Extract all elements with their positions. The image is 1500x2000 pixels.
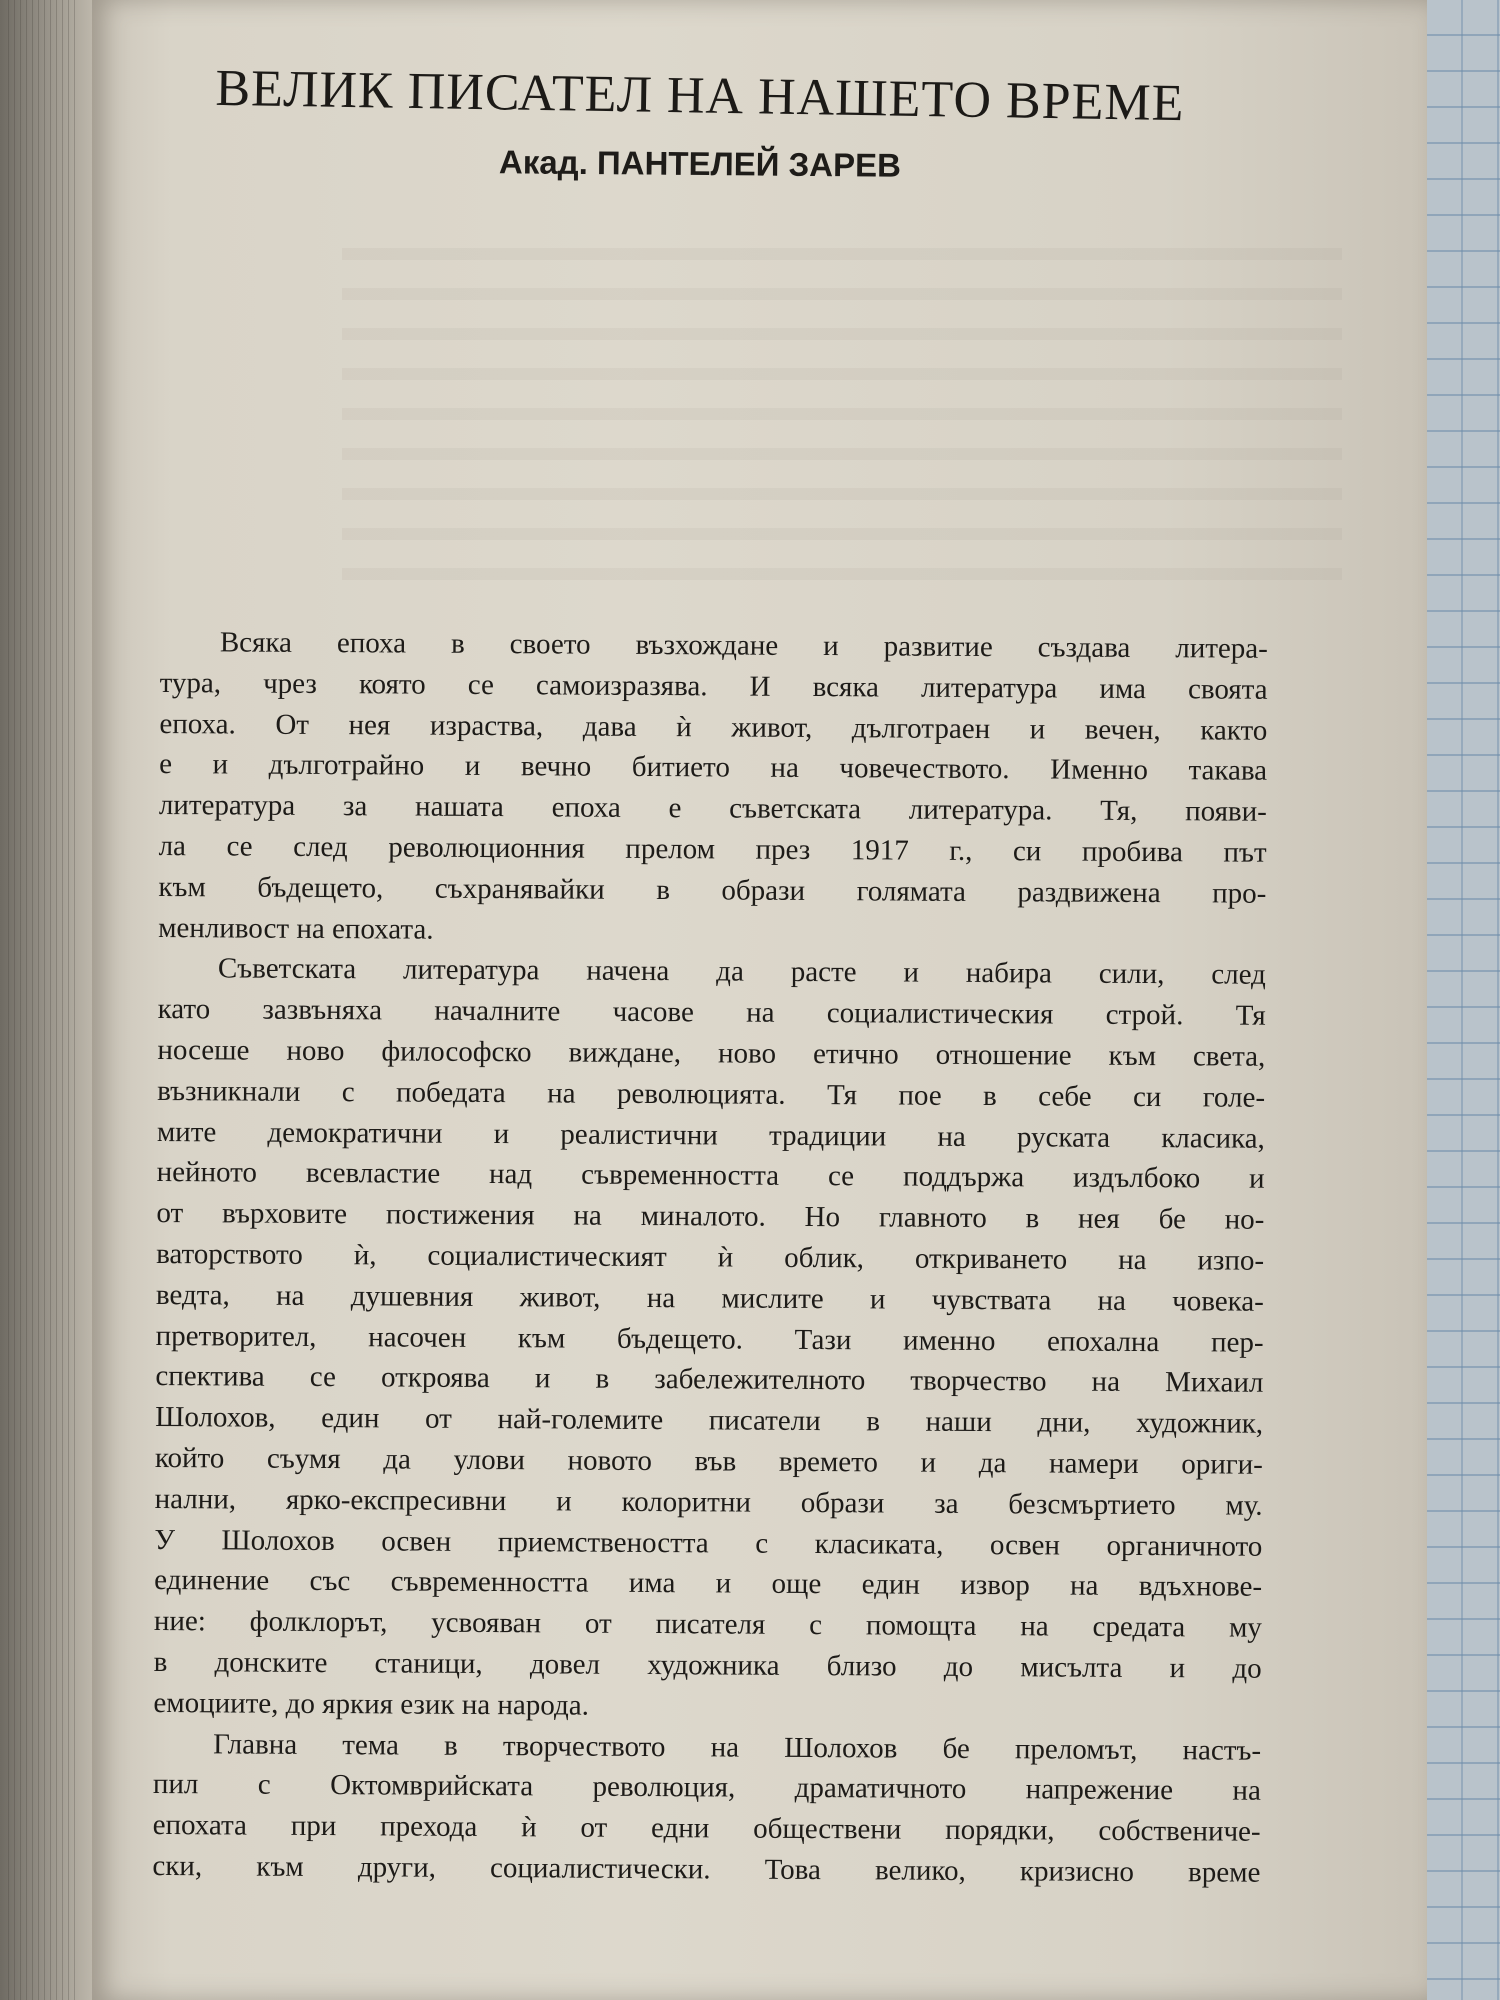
article-body xyxy=(152,622,1268,1893)
text-line: нейното всевластие над съвременността се поддържа издълбоко и xyxy=(156,1156,1265,1196)
text-line: като зазвъняха началните часове на социалистическия строй. Тя xyxy=(157,993,1266,1032)
text-line: носеше ново философско виждане, ново етично отношение към света, xyxy=(157,1033,1266,1073)
text-line: към бъдещето, съхранявайки в образи голямата раздвижена про- xyxy=(158,870,1267,910)
text-line: тура, чрез която се самоизразява. И всяка литература има своята xyxy=(159,666,1268,706)
text-line: мите демократични и реалистични традиции на руската класика, xyxy=(156,1115,1265,1155)
page-edges xyxy=(8,0,78,2000)
text-line: в донските станици, довел художника близо до мисълта и до xyxy=(153,1645,1262,1685)
text-line: нални, ярко-експресивни и колоритни образи за безсмъртието му. xyxy=(154,1482,1263,1522)
text-line: емоциите, до яркия език на народа. xyxy=(153,1686,589,1722)
text-line: спектива се откроява и в забележителното творчество на Михаил xyxy=(155,1360,1264,1400)
text-line: Съветската литература начена да расте и набира сили, след xyxy=(217,952,1266,992)
text-line: Шолохов, един от най-големите писатели в наши дни, художник, xyxy=(155,1401,1264,1440)
text-line: У Шолохов освен приемствеността с класиката, освен органичното xyxy=(154,1523,1263,1563)
text-line: ски, към други, социалистически. Това велико, кризисно време xyxy=(152,1849,1261,1889)
text-line: ведта, на душевния живот, на мислите и чувствата на човека- xyxy=(155,1278,1264,1318)
text-line: претворител, насочен към бъдещето. Тази именно епохална пер- xyxy=(155,1319,1264,1359)
text-line: който съумя да улови новото във времето и да намери ориги- xyxy=(154,1441,1263,1481)
text-line: епоха. От нея израства, дава ѝ живот, дълготраен и вечен, както xyxy=(159,707,1268,747)
text-line: менливост на епохата. xyxy=(158,911,434,946)
text-line: литература за нашата епоха е съветската литература. Тя, появи- xyxy=(158,789,1267,828)
text-line: Главна тема в творчеството на Шолохов бе преломът, настъ- xyxy=(213,1727,1262,1767)
text-line: ваторството ѝ, социалистическият ѝ облик, откриването на изпо- xyxy=(156,1237,1265,1277)
author-line: Акад. ПАНТЕЛЕЙ ЗАРЕВ xyxy=(498,143,902,184)
text-line: от върховите постижения на миналото. Но главното в нея бе но- xyxy=(156,1197,1265,1236)
article-title: ВЕЛИК ПИСАТЕЛ НА НАШЕТО ВРЕМЕ xyxy=(215,59,1185,133)
show-through-text xyxy=(342,220,1342,600)
text-line: единение със съвременността има и още един извор на вдъхнове- xyxy=(154,1564,1263,1604)
text-line: възникнали с победата на революцията. Тя пое в себе си голе- xyxy=(157,1074,1266,1114)
paragraph-3 xyxy=(152,1723,1261,1893)
paragraph-2 xyxy=(153,948,1266,1730)
text-line: Всяка епоха в своето възхождане и развитие създава литера- xyxy=(219,626,1268,665)
paragraph-1 xyxy=(158,622,1268,955)
notebook-paper xyxy=(1427,0,1500,2000)
text-line: ла се след революционния прелом през 1917 г., си пробива път xyxy=(158,829,1267,869)
text-line: пил с Октомврийската революция, драматичното напрежение на xyxy=(152,1768,1261,1808)
book-gutter xyxy=(0,0,92,2000)
text-line: ние: фолклорът, усвояван от писателя с помощта на средата му xyxy=(153,1605,1262,1644)
text-line: е и дълготрайно и вечно битието на човечеството. Именно такава xyxy=(159,748,1268,788)
text-line: епохата при прехода ѝ от едни обществени порядки, собственичe- xyxy=(152,1809,1261,1848)
